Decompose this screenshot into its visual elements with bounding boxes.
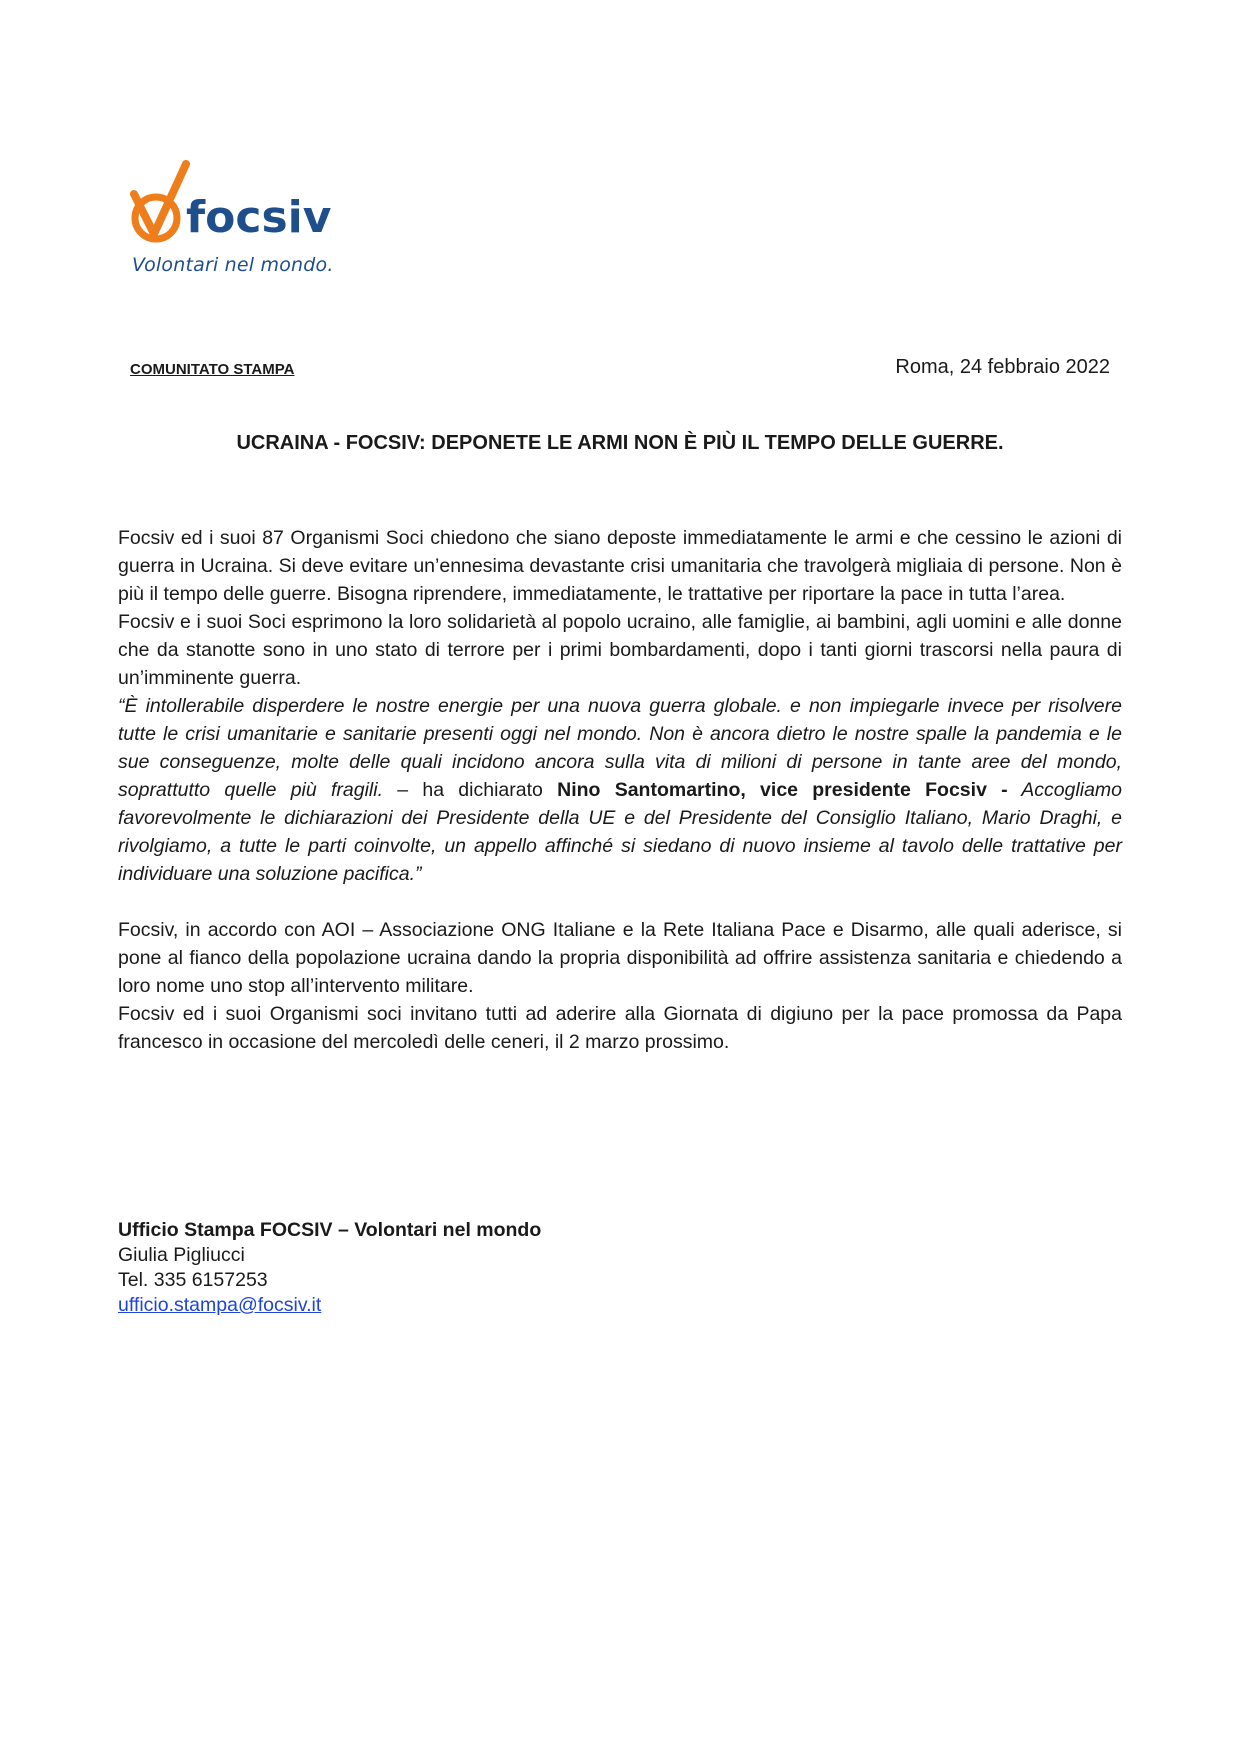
contact-name: Giulia Pigliucci [118,1244,245,1266]
press-release-label: COMUNITATO STAMPA [130,361,295,378]
headline: UCRAINA - FOCSIV: DEPONETE LE ARMI NON È PIÙ IL TEMPO DELLE GUERRE. [236,432,1004,454]
quote-part-1: “È intollerabile disperdere le nostre energie per una nuova guerra globale. e non impiegarle invece per risolvere tutte le crisi umanitarie e sanitarie presenti oggi nel mondo. Non è ancora dietro le nostre spalle la pandemia e le sue conseguenze, molte delle quali incidono ancora sulla vita di milioni di persone in tante aree del mondo, soprattutto quelle più fragili. [118,695,1122,801]
quote-paragraph [118,692,1122,888]
contact-phone: Tel. 335 6157253 [118,1269,268,1291]
focsiv-logo [128,160,358,290]
paragraph-5: Focsiv ed i suoi Organismi soci invitano tutti ad aderire alla Giornata di digiuno per la pace promossa da Papa francesco in occasione del mercoledì delle ceneri, il 2 marzo prossimo. [118,1003,1122,1053]
paragraph-1: Focsiv ed i suoi 87 Organismi Soci chiedono che siano deposte immediatamente le armi e che cessino le azioni di guerra in Ucraina. Si deve evitare un’ennesima devastante crisi umanitaria che travolgerà migliaia di persone. Non è più il tempo delle guerre. Bisogna riprendere, immediatamente, le trattative per riportare la pace in tutta l’area. [118,527,1122,605]
contact-email-link[interactable]: ufficio.stampa@focsiv.it [118,1294,322,1316]
press-office: Ufficio Stampa FOCSIV – Volontari nel mondo [118,1219,542,1241]
article-body [118,524,1122,1056]
focsiv-logo-mark-icon [128,160,358,254]
quote-speaker: Nino Santomartino, vice presidente Focsiv - [557,779,1008,801]
paragraph-2: Focsiv e i suoi Soci esprimono la loro solidarietà al popolo ucraino, alle famiglie, ai bambini, agli uomini e alle donne che da stanotte sono in uno stato di terrore per i primi bombardamenti, dopo i tanti giorni trascorsi nella paura di un’imminente guerra. [118,611,1122,689]
logo-wordmark: focsiv [186,192,332,243]
paragraph-4: Focsiv, in accordo con AOI – Associazione ONG Italiane e la Rete Italiana Pace e Disarmo, alle quali aderisce, si pone al fianco della popolazione ucraina dando la propria disponibilità ad offrire assistenza sanitaria e chiedendo a loro nome uno stop all’intervento militare. [118,919,1122,997]
release-date: Roma, 24 febbraio 2022 [895,356,1110,378]
logo-tagline: Volontari nel mondo. [132,254,334,276]
quote-part-2: Accogliamo favorevolmente le dichiarazioni dei Presidente della UE e del Presidente del Consiglio Italiano, Mario Draghi, e rivolgiamo, a tutte le parti coinvolte, un appello affinché si siedano di nuovo insieme al tavolo delle trattative per individuare una soluzione pacifica.” [118,779,1122,885]
quote-attribution: – ha dichiarato [383,779,558,801]
contact-block [118,1218,541,1318]
